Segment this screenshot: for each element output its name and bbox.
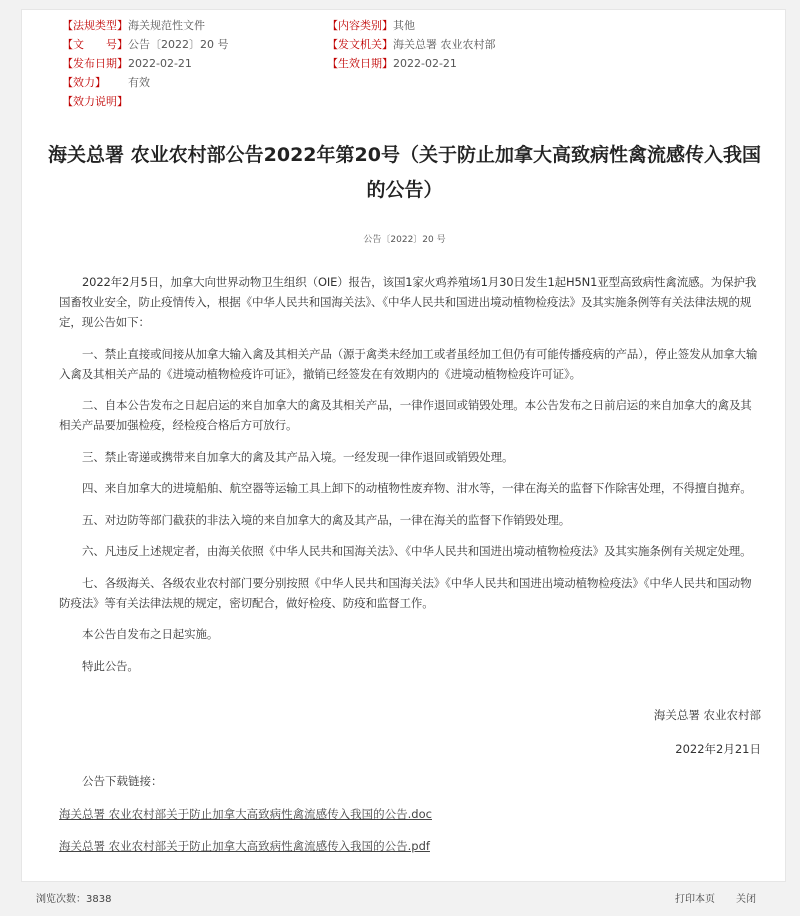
paragraph: 六、凡违反上述规定者，由海关依照《中华人民共和国海关法》、《中华人民共和国进出境动植物检疫法》及其实施条例有关规定处理。	[82, 544, 752, 558]
download-label: 公告下载链接：	[82, 774, 163, 788]
paragraph: 特此公告。	[82, 658, 139, 673]
meta-validity	[62, 76, 150, 90]
print-page-button[interactable]: 打印本页	[675, 894, 715, 905]
paragraph: 2022年2月5日，加拿大向世界动物卫生组织（OIE）报告，该国1家火鸡养殖场1月30日发生1起H5N1亚型高致病性禽流感。为保护我国畜牧业安全，防止疫情传入，根据《中华人民共和国海关法》、《中华人民共和国进出境动植物检疫法》及其实施条例等有关法律法规的规定，现公告如下：	[59, 275, 757, 329]
close-button[interactable]: 关闭	[736, 894, 756, 905]
paragraph: 七、各级海关、各级农业农村部门要分别按照《中华人民共和国海关法》《中华人民共和国进出境动植物检疫法》《中华人民共和国动物防疫法》等有关法律法规的规定，密切配合，做好检疫、防疫和监督工作。	[59, 575, 752, 610]
meta-value: 其他	[393, 19, 415, 32]
meta-issuing-authority	[327, 38, 496, 52]
meta-label: 【法规类型】	[62, 19, 128, 32]
signature: 海关总署 农业农村部	[653, 708, 761, 722]
paragraph: 一、禁止直接或间接从加拿大输入禽及其相关产品（源于禽类未经加工或者虽经加工但仍有可能传播疫病的产品），停止签发从加拿大输入禽及其相关产品的《进境动植物检疫许可证》，撤销已经签发在有效期内的《进境动植物检疫许可证》。	[59, 346, 758, 381]
paragraph: 五、对边防等部门截获的非法入境的来自加拿大的禽及其产品，一律在海关的监督下作销毁处理。	[82, 512, 571, 527]
meta-document-no	[62, 38, 229, 52]
meta-value: 2022-02-21	[128, 57, 192, 70]
meta-regulation-type	[62, 19, 205, 33]
paragraph: 二、自本公告发布之日起启运的来自加拿大的禽及其相关产品，一律作退回或销毁处理。本公告发布之日前启运的来自加拿大的禽及其相关产品要加强检疫，经检疫合格后方可放行。	[59, 398, 752, 432]
sign-date: 2022年2月21日	[675, 742, 761, 756]
download-link-doc[interactable]: 海关总署 农业农村部关于防止加拿大高致病性禽流感传入我国的公告.doc	[59, 807, 432, 821]
meta-content-category	[327, 19, 415, 33]
announcement-body	[59, 272, 762, 687]
paragraph: 三、禁止寄递或携带来自加拿大的禽及其产品入境。一经发现一律作退回或销毁处理。	[82, 449, 514, 464]
meta-label: 【文 号】	[62, 38, 128, 51]
meta-value: 有效	[128, 76, 150, 89]
meta-value: 2022-02-21	[393, 57, 457, 70]
meta-value: 海关规范性文件	[128, 19, 205, 32]
page-title: 海关总署 农业农村部公告2022年第20号（关于防止加拿大高致病性禽流感传入我国的公告）	[48, 144, 761, 201]
meta-label: 【发布日期】	[62, 57, 128, 70]
meta-label: 【效力说明】	[62, 95, 128, 108]
view-count: 浏览次数：3838	[36, 894, 112, 905]
paragraph: 本公告自发布之日起实施。	[82, 627, 219, 641]
document-number: 公告〔2022〕20 号	[363, 235, 446, 245]
meta-effective-date	[327, 57, 457, 71]
meta-issue-date	[62, 57, 192, 71]
meta-label: 【效力】	[62, 76, 106, 89]
document-page	[21, 9, 786, 882]
meta-value: 海关总署 农业农村部	[393, 38, 496, 51]
paragraph: 四、来自加拿大的进境船舶、航空器等运输工具上卸下的动植物性废弃物、泔水等，一律在海关的监督下作除害处理，不得擅自抛弃。	[82, 481, 752, 495]
page-footer	[0, 882, 800, 916]
meta-label: 【发文机关】	[327, 38, 393, 51]
meta-validity-note	[62, 95, 128, 109]
meta-label: 【内容类别】	[327, 19, 393, 32]
meta-label: 【生效日期】	[327, 57, 393, 70]
download-link-pdf[interactable]: 海关总署 农业农村部关于防止加拿大高致病性禽流感传入我国的公告.pdf	[59, 839, 430, 853]
meta-value: 公告〔2022〕20 号	[128, 38, 229, 51]
